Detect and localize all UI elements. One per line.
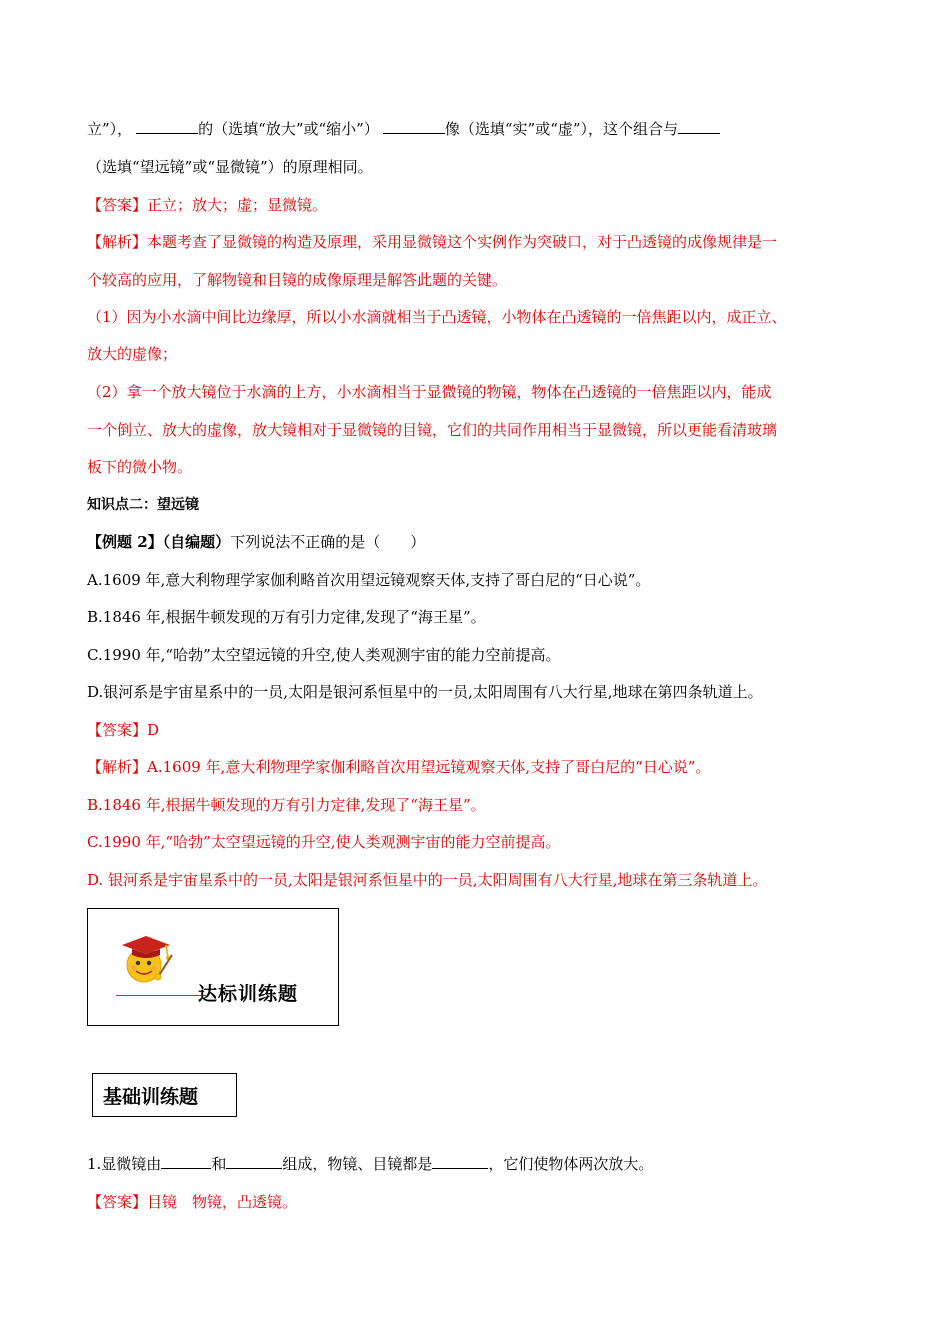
blank-2[interactable] <box>383 119 445 134</box>
analysis-text: B.1846 年,根据牛顿发现的万有引力定律,发现了“海王星”。 <box>87 796 486 814</box>
banner-title: 达标训练题 <box>198 983 299 1005</box>
option-b[interactable] <box>87 607 486 627</box>
basic-question-1 <box>87 1154 653 1174</box>
option-a[interactable] <box>87 570 650 590</box>
example-2-analysis-line-3 <box>87 832 561 852</box>
example-2-analysis-line-2 <box>87 795 486 815</box>
answer-text: D <box>147 721 160 739</box>
blank-1[interactable] <box>136 119 198 134</box>
analysis-text: （1）因为小水滴中间比边缘厚，所以小水滴就相当于凸透镜，小物体在凸透镜的一倍焦距以内，成正立、 <box>87 308 787 326</box>
blank-3[interactable] <box>678 119 720 134</box>
analysis-text: 一个倒立、放大的虚像，放大镜相对于显微镜的目镜，它们的共同作用相当于显微镜，所以更能看清玻璃 <box>87 421 778 439</box>
answer-label: 【答案】 <box>87 196 148 214</box>
analysis-text: 板下的微小物。 <box>87 458 193 476</box>
option-c[interactable] <box>87 645 561 665</box>
training-banner <box>87 908 339 1026</box>
q1-analysis-line-4 <box>87 344 177 364</box>
analysis-label: 【解析】 <box>87 758 148 776</box>
analysis-text: A.1609 年,意大利物理学家伽利略首次用望远镜观察天体,支持了哥白尼的“日心说”。 <box>147 758 711 776</box>
answer-label: 【答案】 <box>87 1193 148 1211</box>
option-d-text: D.银河系是宇宙星系中的一员,太阳是银河系恒星中的一员,太阳周围有八大行星,地球在第四条轨道上。 <box>87 683 763 701</box>
q1-text-1: 立”）， <box>87 120 133 138</box>
analysis-text: 放大的虚像； <box>87 345 178 363</box>
answer-text: 目镜 物镜，凸透镜。 <box>147 1193 298 1211</box>
bq1-text-3: 组成，物镜、目镜都是 <box>282 1155 433 1173</box>
section-basic-training <box>92 1073 237 1117</box>
option-b-text: B.1846 年,根据牛顿发现的万有引力定律,发现了“海王星”。 <box>87 608 486 626</box>
blank-objective[interactable] <box>226 1154 282 1169</box>
q1-text-3: 像（选填“实”或“虚”），这个组合与 <box>444 120 679 138</box>
analysis-text: 个较高的应用，了解物镜和目镜的成像原理是解答此题的关键。 <box>87 271 508 289</box>
graduation-cap-mascot-icon <box>114 927 178 991</box>
analysis-text: D. 银河系是宇宙星系中的一员,太阳是银河系恒星中的一员,太阳周围有八大行星,地球在第三条轨道上。 <box>87 871 768 889</box>
example-2-analysis-line-1 <box>87 757 710 777</box>
example-source: （自编题） <box>162 533 231 551</box>
q1-text-2: 的（选填“放大”或“缩小”） <box>198 120 379 138</box>
q1-analysis-line-5 <box>87 382 772 402</box>
knowledge-point-title: 知识点二：望远镜 <box>87 497 199 513</box>
blank-eyepiece[interactable] <box>161 1154 211 1169</box>
q1-answer <box>87 195 327 215</box>
bq1-text-1: 1.显微镜由 <box>87 1155 162 1173</box>
basic-question-1-answer <box>87 1192 297 1212</box>
q1-analysis-line-6 <box>87 420 777 440</box>
analysis-label: 【解析】 <box>87 233 148 251</box>
q1-analysis-line-1 <box>87 232 777 252</box>
option-c-text: C.1990 年,“哈勃”太空望远镜的升空,使人类观测宇宙的能力空前提高。 <box>87 646 561 664</box>
q1-line-1 <box>87 119 720 139</box>
section-title: 基础训练题 <box>103 1086 199 1108</box>
example-label: 【例题 2】 <box>87 533 163 551</box>
option-d[interactable] <box>87 682 763 702</box>
bq1-text-4: ，它们使物体两次放大。 <box>488 1155 654 1173</box>
q1-analysis-line-2 <box>87 270 507 290</box>
analysis-text: 本题考查了显微镜的构造及原理，采用显微镜这个实例作为突破口，对于凸透镜的成像规律是一 <box>147 233 778 251</box>
q1-line-2 <box>87 157 373 177</box>
bq1-text-2: 和 <box>211 1155 227 1173</box>
q1-text-4: （选填“望远镜”或“显微镜”）的原理相同。 <box>87 158 373 176</box>
option-a-text: A.1609 年,意大利物理学家伽利略首次用望远镜观察天体,支持了哥白尼的“日心说”。 <box>87 571 651 589</box>
example-2-answer <box>87 720 159 740</box>
example-question: 下列说法不正确的是（ ） <box>230 533 426 551</box>
analysis-text: （2）拿一个放大镜位于水滴的上方，小水滴相当于显微镜的物镜，物体在凸透镜的一倍焦距以内，能成 <box>87 383 772 401</box>
analysis-text: C.1990 年,“哈勃”太空望远镜的升空,使人类观测宇宙的能力空前提高。 <box>87 833 561 851</box>
blank-lens-type[interactable] <box>432 1154 488 1169</box>
answer-label: 【答案】 <box>87 721 148 739</box>
banner-underline <box>116 995 206 996</box>
answer-text: 正立；放大；虚；显微镜。 <box>147 196 328 214</box>
q1-analysis-line-3 <box>87 307 787 327</box>
q1-analysis-line-7 <box>87 457 192 477</box>
example-2-analysis-line-4 <box>87 870 767 890</box>
example-2-question <box>87 532 425 552</box>
knowledge-point-heading <box>87 495 199 515</box>
